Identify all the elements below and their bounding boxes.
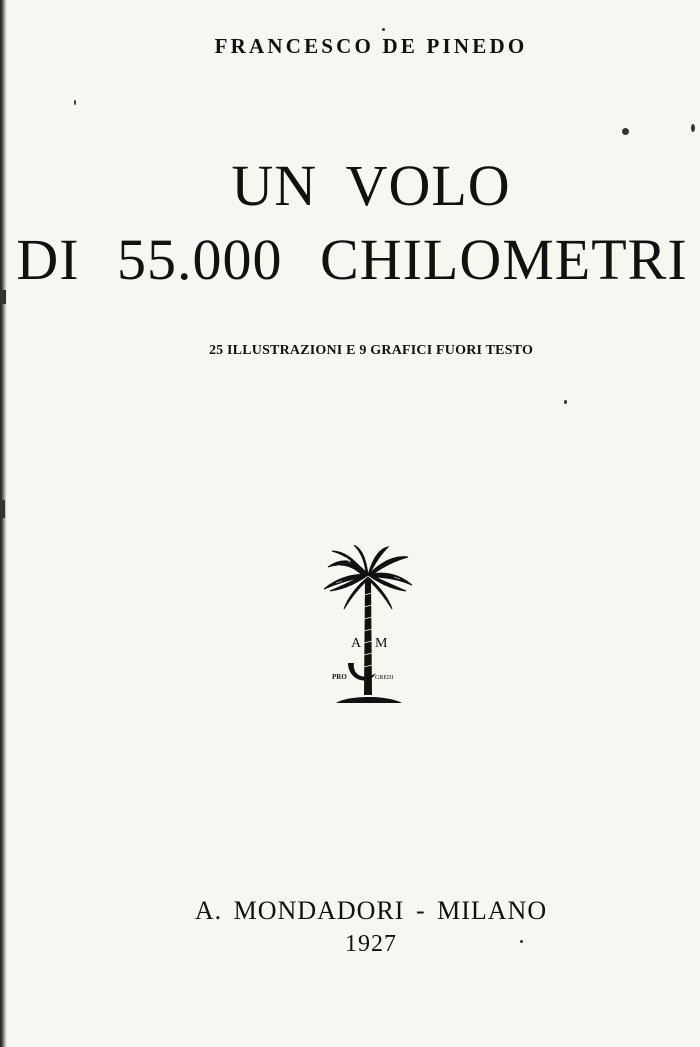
publication-year: 1927 xyxy=(345,931,397,957)
scan-speck xyxy=(520,940,523,943)
palm-tree-publisher-mark-icon xyxy=(318,545,418,715)
svg-text:GREDI: GREDI xyxy=(375,675,394,681)
svg-text:M: M xyxy=(375,636,388,651)
scan-speck xyxy=(0,290,6,304)
subtitle: 25 ILLUSTRAZIONI E 9 GRAFICI FUORI TESTO xyxy=(208,343,534,358)
scan-speck xyxy=(564,400,567,404)
scan-speck xyxy=(74,100,76,105)
scan-speck xyxy=(382,28,385,31)
scan-speck xyxy=(622,128,629,135)
scan-speck xyxy=(0,500,5,518)
svg-text:PRO: PRO xyxy=(332,673,347,681)
svg-text:A: A xyxy=(351,636,362,651)
book-title-line-1: UN VOLO xyxy=(231,153,511,218)
publisher-imprint: A. MONDADORI - MILANO xyxy=(194,896,548,925)
book-title-line-2: DI 55.000 CHILOMETRI xyxy=(16,227,688,292)
scan-speck xyxy=(691,124,695,132)
author-name: FRANCESCO DE PINEDO xyxy=(214,34,528,58)
